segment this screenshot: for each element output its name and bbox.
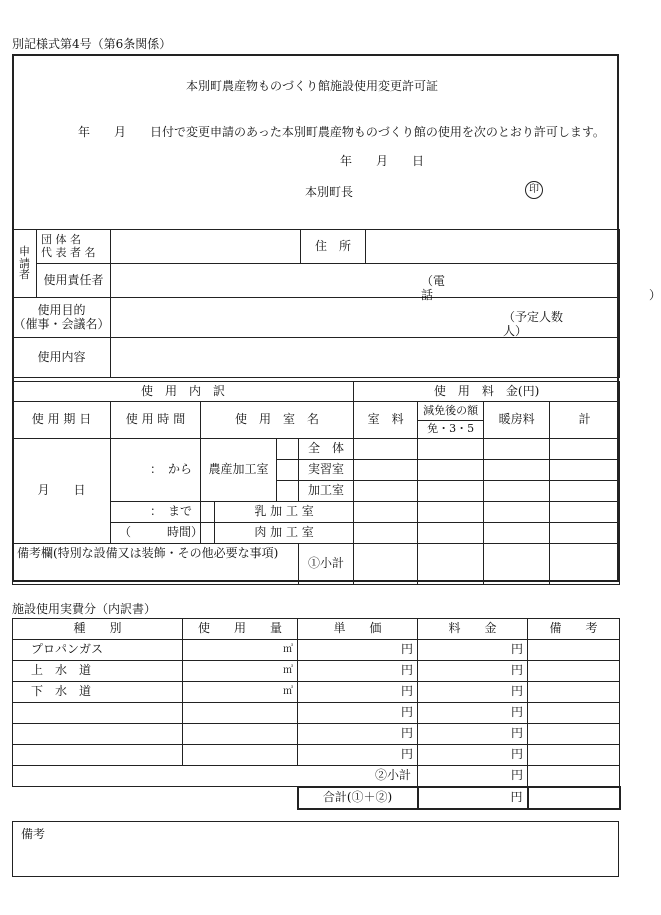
phone-label: （電話 ） — [421, 274, 661, 302]
kind-cell[interactable] — [13, 745, 183, 766]
note-cell[interactable] — [528, 682, 620, 703]
unit-price-cell[interactable]: 円 — [298, 703, 418, 724]
form-number: 別記様式第4号（第6条関係） — [12, 37, 172, 51]
grand-total-label: 合計(①＋②) — [298, 787, 418, 809]
fee-cell[interactable] — [354, 460, 418, 481]
unit-price-cell[interactable]: 円 — [298, 640, 418, 661]
grand-total-note[interactable] — [528, 787, 620, 809]
amount-cell[interactable]: ㎥ — [183, 682, 298, 703]
fee-cell[interactable]: 円 — [418, 661, 528, 682]
fee-cell[interactable] — [550, 481, 620, 502]
expected-people-label: （予定人数 人） — [503, 310, 624, 338]
purpose-label: 使用目的 （催事・会議名） — [13, 298, 111, 338]
table-row — [13, 724, 620, 745]
fee-cell[interactable] — [418, 460, 484, 481]
fee-cell[interactable] — [354, 481, 418, 502]
fee-cell[interactable] — [484, 523, 550, 544]
room-processing-label: 農産加工室 — [201, 439, 277, 502]
kind-header: 種 別 — [13, 619, 183, 640]
grand-total-field[interactable]: 円 — [418, 787, 528, 809]
usage-table — [12, 381, 620, 585]
room-meat-label: 肉 加 工 室 — [215, 523, 354, 544]
table-row — [13, 745, 620, 766]
fee-cell[interactable] — [484, 460, 550, 481]
time-from-field[interactable]: ： から — [111, 439, 201, 502]
subtotal-cell[interactable] — [484, 544, 550, 585]
fee-cell[interactable] — [418, 502, 484, 523]
amount-cell[interactable] — [183, 724, 298, 745]
check-processing[interactable] — [277, 481, 299, 502]
address-label: 住 所 — [301, 230, 366, 264]
purpose-field[interactable] — [111, 298, 624, 338]
amount-header: 使 用 量 — [183, 619, 298, 640]
kind-cell[interactable] — [13, 703, 183, 724]
applicant-side-label: 申請者 — [13, 230, 37, 298]
reduced-header: 減免後の額 免・3・5 — [418, 402, 484, 439]
time-header: 使 用 時 間 — [111, 402, 201, 439]
subtotal2-field[interactable]: 円 — [418, 766, 528, 787]
kind-cell: プロパンガス — [13, 640, 183, 661]
unit-price-cell[interactable]: 円 — [298, 682, 418, 703]
fee-cell[interactable] — [484, 481, 550, 502]
address-field[interactable] — [366, 230, 620, 264]
notes-label: 備考 — [21, 827, 46, 841]
room-header: 使 用 室 名 — [201, 402, 354, 439]
permit-statement: 年 月 日付で変更申請のあった本別町農産物ものづくり館の使用を次のとおり許可します。 — [78, 125, 605, 139]
fee-cell[interactable]: 円 — [418, 703, 528, 724]
unit-price-header: 単 価 — [298, 619, 418, 640]
note-cell[interactable] — [528, 703, 620, 724]
fee-cell[interactable] — [354, 523, 418, 544]
note-cell[interactable] — [528, 640, 620, 661]
note-cell[interactable] — [528, 661, 620, 682]
fee-cell[interactable] — [550, 460, 620, 481]
sub-room-processing: 加工室 — [299, 481, 354, 502]
fee-cell[interactable] — [550, 502, 620, 523]
kind-cell: 下 水 道 — [13, 682, 183, 703]
notes-box[interactable] — [12, 821, 619, 877]
room-fee-header: 室 料 — [354, 402, 418, 439]
fee-cell[interactable] — [418, 481, 484, 502]
heating-header: 暖房料 — [484, 402, 550, 439]
actual-cost-table — [12, 618, 621, 810]
remarks-label: 備考欄(特別な設備又は装飾・その他必要な事項) — [17, 546, 279, 560]
fee-cell[interactable]: 円 — [418, 724, 528, 745]
fee-cell[interactable] — [354, 439, 418, 460]
mayor-label: 本別町長 — [305, 185, 354, 199]
permit-date: 年 月 日 — [340, 154, 425, 168]
fee-header: 使 用 料 金(円) — [354, 382, 620, 402]
fee-cell[interactable] — [418, 523, 484, 544]
total-header: 計 — [550, 402, 620, 439]
table-row — [13, 661, 620, 682]
check-dairy[interactable] — [201, 502, 215, 523]
fee-cell[interactable]: 円 — [418, 640, 528, 661]
unit-price-cell[interactable]: 円 — [298, 724, 418, 745]
note-cell[interactable] — [528, 745, 620, 766]
permit-title: 本別町農産物ものづくり館施設使用変更許可証 — [186, 79, 439, 93]
fee-cell[interactable] — [550, 523, 620, 544]
content-field[interactable] — [111, 338, 620, 378]
amount-cell[interactable] — [183, 703, 298, 724]
room-dairy-label: 乳 加 工 室 — [215, 502, 354, 523]
fee-cell[interactable] — [418, 439, 484, 460]
table-row — [13, 703, 620, 724]
group-rep-label: 団 体 名 代 表 者 名 — [37, 230, 111, 264]
table-row — [13, 640, 620, 661]
subtotal2-label: ②小計 — [13, 766, 418, 787]
responsible-label: 使用責任者 — [37, 264, 111, 298]
check-all[interactable] — [277, 439, 299, 460]
group-name-field[interactable] — [111, 230, 301, 264]
fee-header-2: 料 金 — [418, 619, 528, 640]
remarks-field[interactable] — [13, 544, 299, 585]
fee-cell[interactable]: 円 — [418, 682, 528, 703]
table-row — [13, 682, 620, 703]
unit-price-cell[interactable]: 円 — [298, 745, 418, 766]
month-day-field[interactable]: 月 日 — [13, 439, 111, 544]
note-cell[interactable] — [528, 724, 620, 745]
subtotal-cell[interactable] — [354, 544, 418, 585]
kind-cell: 上 水 道 — [13, 661, 183, 682]
check-practice[interactable] — [277, 460, 299, 481]
subtotal1-label: ①小計 — [299, 544, 354, 585]
period-header: 使 用 期 日 — [13, 402, 111, 439]
note-cell[interactable] — [528, 766, 620, 787]
amount-cell[interactable] — [183, 745, 298, 766]
amount-cell[interactable]: ㎥ — [183, 640, 298, 661]
sub-room-all: 全 体 — [299, 439, 354, 460]
amount-cell[interactable]: ㎥ — [183, 661, 298, 682]
breakdown-header: 使 用 内 訳 — [13, 382, 354, 402]
sub-room-practice: 実習室 — [299, 460, 354, 481]
unit-price-cell[interactable]: 円 — [298, 661, 418, 682]
content-label: 使用内容 — [13, 338, 111, 378]
actual-cost-title: 施設使用実費分（内訳書） — [12, 602, 157, 616]
seal-mark: 印 — [525, 181, 543, 199]
fee-cell[interactable] — [484, 502, 550, 523]
fee-cell[interactable]: 円 — [418, 745, 528, 766]
subtotal-cell[interactable] — [550, 544, 620, 585]
kind-cell[interactable] — [13, 724, 183, 745]
fee-cell[interactable] — [354, 502, 418, 523]
responsible-field[interactable] — [111, 264, 661, 302]
hours-field[interactable]: （ 時間） — [111, 523, 201, 544]
time-to-field[interactable]: ： まで — [111, 502, 201, 523]
fee-cell[interactable] — [550, 439, 620, 460]
subtotal-cell[interactable] — [418, 544, 484, 585]
fee-cell[interactable] — [484, 439, 550, 460]
applicant-table — [12, 229, 661, 378]
note-header: 備 考 — [528, 619, 620, 640]
